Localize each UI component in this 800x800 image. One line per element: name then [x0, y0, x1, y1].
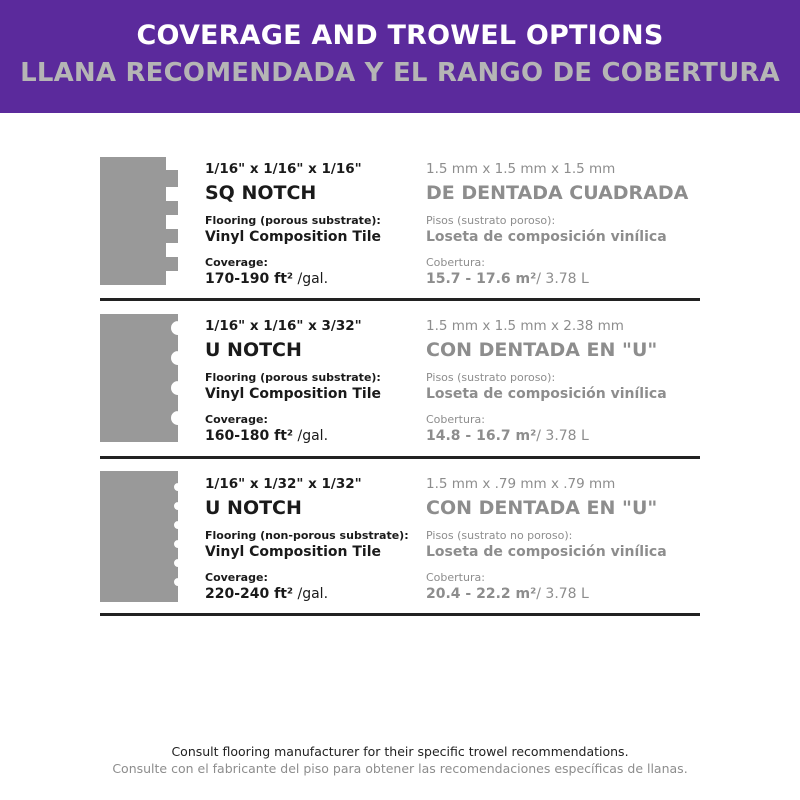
coverage-unit: /gal.: [297, 271, 329, 287]
coverage-value: 160-180 ft²: [205, 428, 294, 444]
trowel-row-u-notch-small: [100, 471, 700, 619]
coverage-unit: / 3.78 L: [536, 586, 589, 602]
coverage-rate: [426, 586, 589, 602]
coverage-label: Coverage:: [205, 413, 268, 426]
notch-type: SQ NOTCH: [205, 182, 317, 204]
coverage-label: Cobertura:: [426, 413, 485, 426]
trowel-row-square-notch: [100, 157, 700, 302]
coverage-rate: [205, 428, 328, 444]
u-notch-trowel-icon: [100, 314, 180, 444]
coverage-value: 220-240 ft²: [205, 586, 294, 602]
coverage-unit: / 3.78 L: [536, 428, 589, 444]
coverage-unit: / 3.78 L: [536, 271, 589, 287]
notch-type: U NOTCH: [205, 497, 302, 519]
coverage-unit: /gal.: [297, 586, 329, 602]
notch-type: U NOTCH: [205, 339, 302, 361]
coverage-rate: [205, 271, 328, 287]
title-spanish: LLANA RECOMENDADA Y EL RANGO DE COBERTURA: [20, 58, 780, 88]
trowel-size: 1/16" x 1/16" x 1/16": [205, 161, 362, 177]
trowel-size: 1.5 mm x .79 mm x .79 mm: [426, 476, 616, 492]
trowel-size: 1/16" x 1/16" x 3/32": [205, 318, 362, 334]
flooring-material: Loseta de composición vinílica: [426, 229, 667, 245]
trowel-size: 1.5 mm x 1.5 mm x 1.5 mm: [426, 161, 616, 177]
u-notch-small-trowel-icon: [100, 471, 180, 603]
trowel-size: 1.5 mm x 1.5 mm x 2.38 mm: [426, 318, 624, 334]
coverage-rate: [426, 271, 589, 287]
flooring-label: Pisos (sustrato no poroso):: [426, 529, 573, 542]
coverage-rate: [426, 428, 589, 444]
coverage-label: Cobertura:: [426, 571, 485, 584]
header-banner: [0, 0, 800, 113]
coverage-label: Coverage:: [205, 256, 268, 269]
footer-note-spanish: Consulte con el fabricante del piso para obtener las recomendaciones específicas de llanas.: [112, 761, 688, 776]
flooring-label: Pisos (sustrato poroso):: [426, 214, 556, 227]
footer-note-english: Consult flooring manufacturer for their specific trowel recommendations.: [171, 744, 629, 759]
coverage-value: 20.4 - 22.2 m²: [426, 586, 537, 602]
trowel-size: 1/16" x 1/32" x 1/32": [205, 476, 362, 492]
coverage-value: 15.7 - 17.6 m²: [426, 271, 537, 287]
coverage-label: Cobertura:: [426, 256, 485, 269]
coverage-unit: /gal.: [297, 428, 329, 444]
flooring-material: Vinyl Composition Tile: [205, 229, 381, 245]
flooring-material: Loseta de composición vinílica: [426, 544, 667, 560]
title-english: COVERAGE AND TROWEL OPTIONS: [136, 20, 664, 51]
row-divider: [100, 613, 700, 616]
flooring-label: Flooring (porous substrate):: [205, 371, 381, 384]
flooring-label: Flooring (porous substrate):: [205, 214, 381, 227]
trowel-row-u-notch: [100, 314, 700, 459]
square-notch-trowel-icon: [100, 157, 180, 287]
flooring-label: Pisos (sustrato poroso):: [426, 371, 556, 384]
flooring-material: Vinyl Composition Tile: [205, 386, 381, 402]
notch-type: CON DENTADA EN "U": [426, 339, 658, 361]
flooring-label: Flooring (non-porous substrate):: [205, 529, 409, 542]
flooring-material: Loseta de composición vinílica: [426, 386, 667, 402]
notch-type: CON DENTADA EN "U": [426, 497, 658, 519]
coverage-label: Coverage:: [205, 571, 268, 584]
row-divider: [100, 456, 700, 459]
flooring-material: Vinyl Composition Tile: [205, 544, 381, 560]
coverage-value: 170-190 ft²: [205, 271, 294, 287]
notch-type: DE DENTADA CUADRADA: [426, 182, 689, 204]
row-divider: [100, 298, 700, 301]
coverage-rate: [205, 586, 328, 602]
coverage-value: 14.8 - 16.7 m²: [426, 428, 537, 444]
